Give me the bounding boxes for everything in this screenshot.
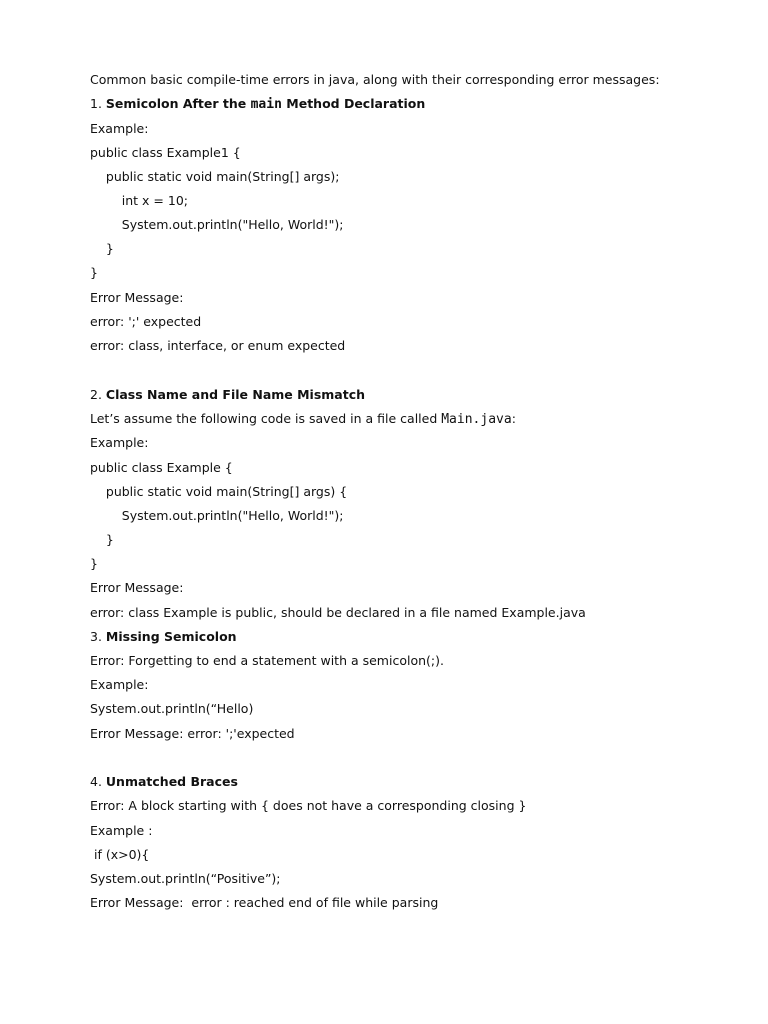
error-message: error: class, interface, or enum expected — [90, 338, 346, 353]
example-label: Example: — [90, 435, 149, 450]
intro-text: Let’s assume the following code is saved in a file called — [90, 411, 442, 426]
error-message: error: ';' expected — [90, 314, 202, 329]
example-label: Example: — [90, 121, 149, 136]
section-title: Class Name and File Name Mismatch — [105, 387, 366, 402]
example-label: Example: — [90, 677, 149, 692]
section-2-intro — [90, 411, 516, 428]
error-message: Error Message: error: ';'expected — [90, 726, 295, 741]
code-line: public static void main(String[] args) { — [90, 484, 348, 499]
section-description: Error: Forgetting to end a statement with a semicolon(;). — [90, 653, 444, 668]
section-1-heading — [90, 96, 425, 113]
section-title-code: main — [250, 97, 282, 112]
error-label: Error Message: — [90, 290, 184, 305]
code-line: } — [90, 241, 114, 256]
error-message: Error Message: error : reached end of file while parsing — [90, 895, 439, 910]
example-label: Example : — [90, 823, 153, 838]
error-label: Error Message: — [90, 580, 184, 595]
code-line: System.out.println(“Positive”); — [90, 871, 281, 886]
code-line: int x = 10; — [90, 193, 188, 208]
code-line: public class Example1 { — [90, 145, 241, 160]
section-description: Error: A block starting with { does not have a corresponding closing } — [90, 798, 527, 813]
section-number: 4. — [90, 774, 106, 789]
intro-text: : — [511, 411, 516, 426]
intro-paragraph: Common basic compile-time errors in java, along with their corresponding error messages: — [90, 72, 660, 87]
code-line: } — [90, 556, 98, 571]
code-line: } — [90, 265, 98, 280]
error-message: error: class Example is public, should be declared in a file named Example.java — [90, 605, 586, 620]
code-line: System.out.println("Hello, World!"); — [90, 508, 344, 523]
code-line: } — [90, 532, 114, 547]
section-number: 2. — [90, 387, 106, 402]
file-name-code: Main.java — [441, 412, 512, 427]
section-number: 1. — [90, 96, 106, 111]
code-line: public static void main(String[] args); — [90, 169, 340, 184]
code-line: public class Example { — [90, 460, 233, 475]
section-title: Unmatched Braces — [105, 774, 238, 789]
section-title-part: Method Declaration — [281, 96, 426, 111]
section-2-heading — [90, 387, 365, 403]
code-line: System.out.println("Hello, World!"); — [90, 217, 344, 232]
section-title: Missing Semicolon — [105, 629, 237, 644]
section-title-part: Semicolon After the — [105, 96, 251, 111]
code-line: if (x>0){ — [90, 847, 150, 862]
code-line: System.out.println(“Hello) — [90, 701, 254, 716]
section-3-heading — [90, 629, 237, 645]
section-4-heading — [90, 774, 238, 790]
section-number: 3. — [90, 629, 106, 644]
